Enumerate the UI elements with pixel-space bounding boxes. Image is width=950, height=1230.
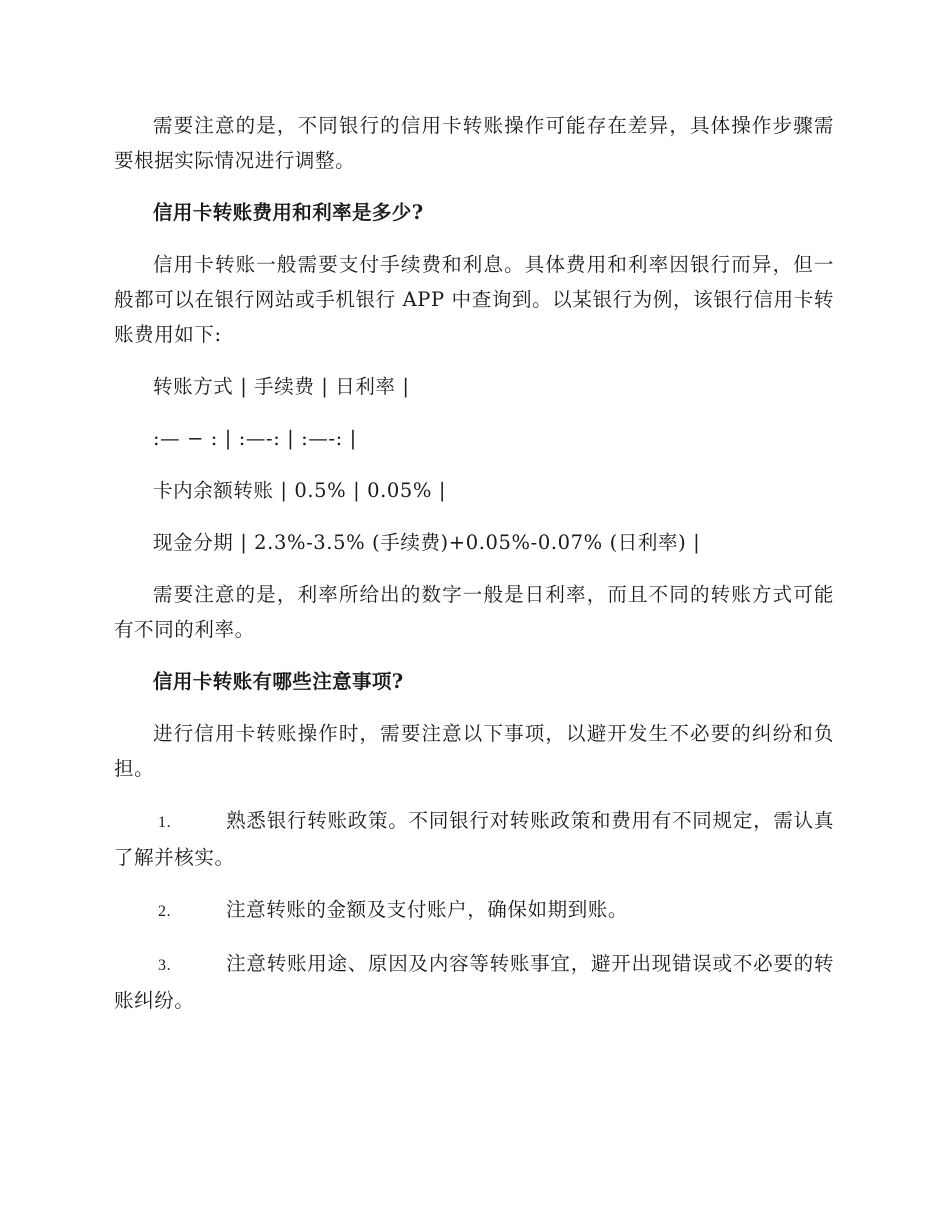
list-text: 注意转账的金额及支付账户，确保如期到账。 (226, 898, 629, 921)
list-number: 2. (158, 903, 172, 920)
table-align-line: :— − : | :—-: | :—-: | (153, 427, 357, 450)
list-item (114, 892, 834, 929)
heading-fees-and-rates: 信用卡转账费用和利率是多少? (153, 201, 424, 224)
paragraph-fees-intro: 信用卡转账一般需要支付手续费和利息。具体费用和利率因银行而异，但一般都可以在银行网站或手机银行 APP 中查询到。以某银行为例，该银行信用卡转账费用如下: (114, 253, 834, 346)
table-header-line: 转账方式 | 手续费 | 日利率 | (153, 375, 410, 398)
paragraph-note-differences: 需要注意的是，不同银行的信用卡转账操作可能存在差异，具体操作步骤需要根据实际情况进行调整。 (114, 114, 834, 172)
paragraph-rate-note: 需要注意的是，利率所给出的数字一般是日利率，而且不同的转账方式可能有不同的利率。 (114, 583, 834, 641)
heading-precautions: 信用卡转账有哪些注意事项? (153, 670, 404, 693)
list-item (114, 946, 834, 1018)
list-item (114, 803, 834, 875)
table-row-balance-transfer: 卡内余额转账 | 0.5% | 0.05% | (153, 479, 446, 502)
table-row-cash-installment: 现金分期 | 2.3%-3.5% (手续费)+0.05%-0.07% (日利率) | (153, 531, 701, 554)
list-text: 熟悉银行转账政策。不同银行对转账政策和费用有不同规定，需认真了解并核实。 (114, 809, 834, 869)
list-text: 注意转账用途、原因及内容等转账事宜，避开出现错误或不必要的转账纠纷。 (114, 952, 834, 1012)
document-page (114, 108, 834, 1018)
list-number: 1. (158, 814, 172, 831)
paragraph-precautions-intro: 进行信用卡转账操作时，需要注意以下事项，以避开发生不必要的纠纷和负担。 (114, 722, 834, 780)
list-number: 3. (158, 957, 172, 974)
